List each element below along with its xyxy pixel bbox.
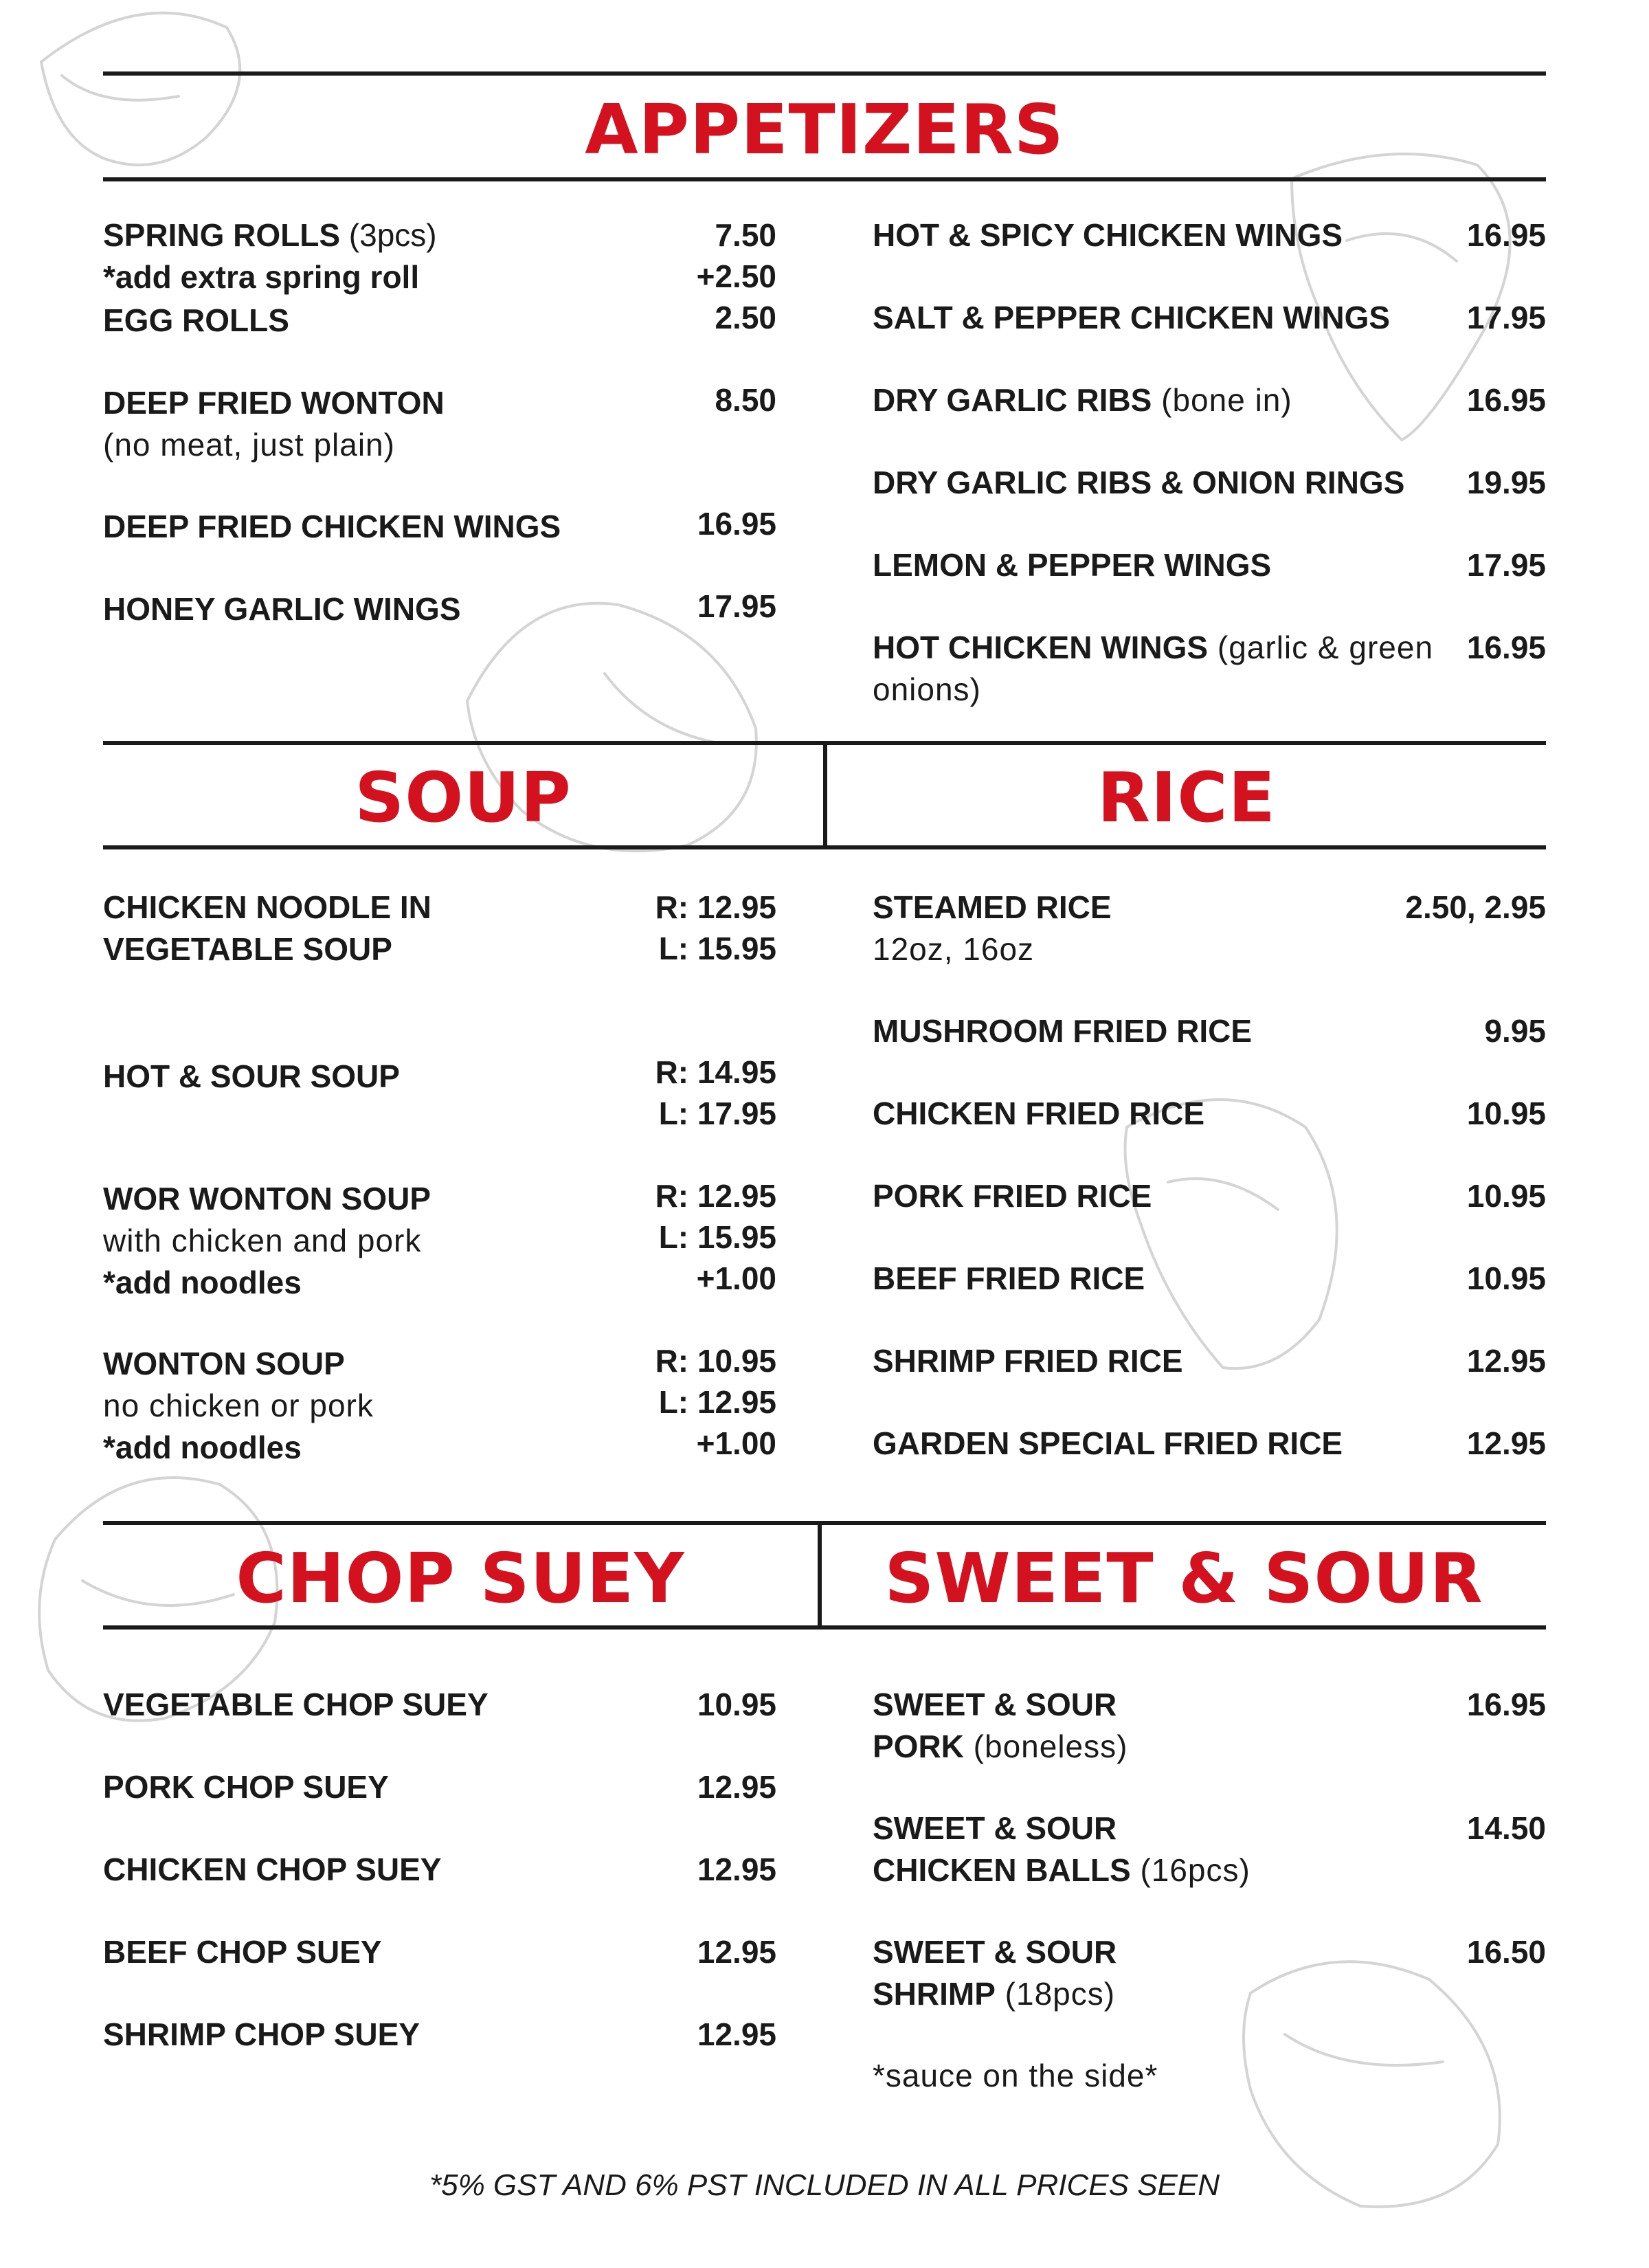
- menu-item: [103, 1340, 776, 1478]
- rice-column: [873, 887, 1546, 1505]
- item-price: 8.50: [715, 382, 776, 418]
- large-price: L: 17.95: [658, 1096, 776, 1131]
- menu-item: [103, 297, 776, 379]
- item-name: DRY GARLIC RIBS & ONION RINGS: [873, 465, 1405, 500]
- extra-price: +1.00: [696, 1425, 776, 1461]
- regular-price: R: 10.95: [655, 1343, 776, 1379]
- menu-item: [873, 1808, 1546, 1931]
- item-note: (16pcs): [1130, 1852, 1250, 1888]
- item-price: 2.50: [715, 300, 776, 335]
- menu-item: [873, 1340, 1546, 1423]
- soup-heading: SOUP: [355, 757, 572, 838]
- menu-item: [103, 1175, 776, 1340]
- item-price: 12.95: [697, 1769, 776, 1805]
- large-price: L: 15.95: [658, 931, 776, 966]
- item-note: (bone in): [1152, 382, 1292, 418]
- item-name: MUSHROOM FRIED RICE: [873, 1013, 1252, 1049]
- regular-price: R: 12.95: [655, 1178, 776, 1214]
- item-price: 16.95: [1466, 382, 1546, 418]
- item-name: HOT CHICKEN WINGS: [873, 630, 1209, 665]
- menu-item: [873, 1093, 1546, 1175]
- item-price: 12.95: [697, 1934, 776, 1970]
- item-price: 10.95: [697, 1687, 776, 1722]
- item-name: VEGETABLE CHOP SUEY: [103, 1687, 489, 1722]
- menu-item: [873, 1931, 1546, 2055]
- item-price: 10.95: [1466, 1096, 1546, 1131]
- item-price: 16.95: [1466, 1687, 1546, 1722]
- item-description: onions): [873, 671, 981, 707]
- menu-item: [103, 214, 776, 297]
- item-portion: (3pcs): [340, 217, 437, 253]
- item-price: 7.50: [715, 217, 776, 253]
- item-price: 9.95: [1484, 1013, 1546, 1049]
- menu-item: [873, 627, 1546, 716]
- item-description: with chicken and pork: [103, 1223, 422, 1258]
- menu-item: [103, 1052, 776, 1175]
- sweetsour-heading: SWEET & SOUR: [884, 1538, 1483, 1619]
- item-name: WONTON SOUP: [103, 1346, 345, 1381]
- item-description: no chicken or pork: [103, 1388, 374, 1423]
- menu-item: [873, 544, 1546, 627]
- item-name: SWEET & SOUR: [873, 1687, 1117, 1722]
- chopsuey-top-rule: [103, 1521, 1546, 1525]
- menu-item: [103, 2014, 776, 2096]
- soup-column: [103, 887, 776, 1478]
- item-price: 12.95: [697, 1852, 776, 1887]
- tax-footnote: *5% GST AND 6% PST INCLUDED IN ALL PRICES SEEN: [429, 2168, 1220, 2202]
- item-extra: *add noodles: [103, 1265, 302, 1300]
- item-name: DEEP FRIED WONTON: [103, 385, 445, 421]
- appetizers-right-column: [873, 214, 1546, 716]
- item-name: DEEP FRIED CHICKEN WINGS: [103, 509, 561, 544]
- item-price: 16.95: [1466, 630, 1546, 665]
- menu-item: [873, 1175, 1546, 1258]
- item-name: CHICKEN NOODLE IN: [103, 889, 431, 925]
- item-name: HONEY GARLIC WINGS: [103, 591, 461, 627]
- item-note: (garlic & green: [1208, 630, 1434, 665]
- regular-price: R: 14.95: [655, 1054, 776, 1090]
- item-description: (no meat, just plain): [103, 427, 395, 463]
- item-name: STEAMED RICE: [873, 889, 1112, 925]
- chopsuey-bottom-rule: [103, 1625, 1546, 1630]
- item-note: (boneless): [963, 1728, 1128, 1764]
- menu-item: [873, 1684, 1546, 1808]
- menu-item: [103, 586, 776, 668]
- menu-item: [103, 887, 776, 1052]
- item-name: CHICKEN CHOP SUEY: [103, 1852, 442, 1887]
- menu-item: [103, 503, 776, 586]
- rice-heading: RICE: [1097, 757, 1276, 838]
- item-name: BEEF FRIED RICE: [873, 1260, 1145, 1296]
- item-price: 12.95: [697, 2016, 776, 2052]
- top-rule: [103, 71, 1546, 76]
- item-price: 14.50: [1466, 1810, 1546, 1846]
- item-name: SWEET & SOUR: [873, 1810, 1117, 1846]
- item-price: 17.95: [697, 588, 776, 624]
- item-name: HOT & SOUR SOUP: [103, 1058, 400, 1094]
- menu-item: [873, 1423, 1546, 1505]
- item-name: SHRIMP FRIED RICE: [873, 1343, 1183, 1379]
- menu-item: [873, 1010, 1546, 1093]
- item-name-line2: SHRIMP: [873, 1976, 996, 2012]
- appetizers-heading-rule: [103, 177, 1546, 181]
- menu-item: [103, 1931, 776, 2014]
- item-extra: *add noodles: [103, 1430, 302, 1465]
- sauce-note: *sauce on the side*: [873, 2058, 1158, 2093]
- item-name-line2: CHICKEN BALLS: [873, 1852, 1131, 1888]
- item-name-line2: PORK: [873, 1728, 964, 1764]
- item-name-line2: VEGETABLE SOUP: [103, 931, 392, 967]
- item-name: WOR WONTON SOUP: [103, 1181, 431, 1216]
- chopsuey-column: [103, 1684, 776, 2096]
- item-price: 16.50: [1466, 1934, 1546, 1970]
- menu-item: [873, 297, 1546, 379]
- item-name: CHICKEN FRIED RICE: [873, 1096, 1205, 1131]
- menu-item: [873, 887, 1546, 1010]
- item-name: PORK CHOP SUEY: [103, 1769, 389, 1805]
- large-price: L: 15.95: [658, 1219, 776, 1255]
- item-price: 19.95: [1466, 465, 1546, 500]
- item-price: 2.50, 2.95: [1405, 889, 1546, 925]
- item-name: SHRIMP CHOP SUEY: [103, 2016, 420, 2052]
- item-price: 16.95: [1466, 217, 1546, 253]
- menu-item: [103, 1684, 776, 1766]
- large-price: L: 12.95: [658, 1384, 776, 1420]
- menu-item: [873, 379, 1546, 462]
- item-name: SPRING ROLLS: [103, 217, 341, 253]
- sweetsour-column: [873, 1684, 1546, 2097]
- item-name: HOT & SPICY CHICKEN WINGS: [873, 217, 1343, 253]
- item-name: BEEF CHOP SUEY: [103, 1934, 382, 1970]
- regular-price: R: 12.95: [655, 889, 776, 925]
- extra-price: +1.00: [696, 1260, 776, 1296]
- item-extra: *add extra spring roll: [103, 259, 420, 295]
- item-price: 12.95: [1466, 1425, 1546, 1461]
- menu-item: [103, 1766, 776, 1849]
- menu-item: [103, 379, 776, 503]
- menu-item: [873, 462, 1546, 544]
- item-name: SALT & PEPPER CHICKEN WINGS: [873, 300, 1391, 335]
- item-name: GARDEN SPECIAL FRIED RICE: [873, 1425, 1343, 1461]
- item-price: 12.95: [1466, 1343, 1546, 1379]
- menu-item: [873, 1258, 1546, 1340]
- item-name: SWEET & SOUR: [873, 1934, 1117, 1970]
- item-price: 10.95: [1466, 1178, 1546, 1214]
- item-price: 17.95: [1466, 547, 1546, 583]
- item-price: 10.95: [1466, 1260, 1546, 1296]
- item-name: PORK FRIED RICE: [873, 1178, 1152, 1214]
- item-name: DRY GARLIC RIBS: [873, 382, 1152, 418]
- item-name: LEMON & PEPPER WINGS: [873, 547, 1272, 583]
- menu-item: [873, 214, 1546, 297]
- appetizers-left-column: [103, 214, 776, 668]
- item-extra-price: +2.50: [696, 258, 776, 294]
- appetizers-heading: APPETIZERS: [585, 89, 1064, 170]
- item-description: 12oz, 16oz: [873, 931, 1035, 967]
- menu-item: [103, 1849, 776, 1931]
- item-price: 16.95: [697, 506, 776, 542]
- item-price: 17.95: [1466, 300, 1546, 335]
- item-name: EGG ROLLS: [103, 302, 289, 338]
- chopsuey-heading: CHOP SUEY: [236, 1538, 685, 1619]
- soup-rice-bottom-rule: [103, 845, 1546, 849]
- item-note: (18pcs): [995, 1976, 1116, 2012]
